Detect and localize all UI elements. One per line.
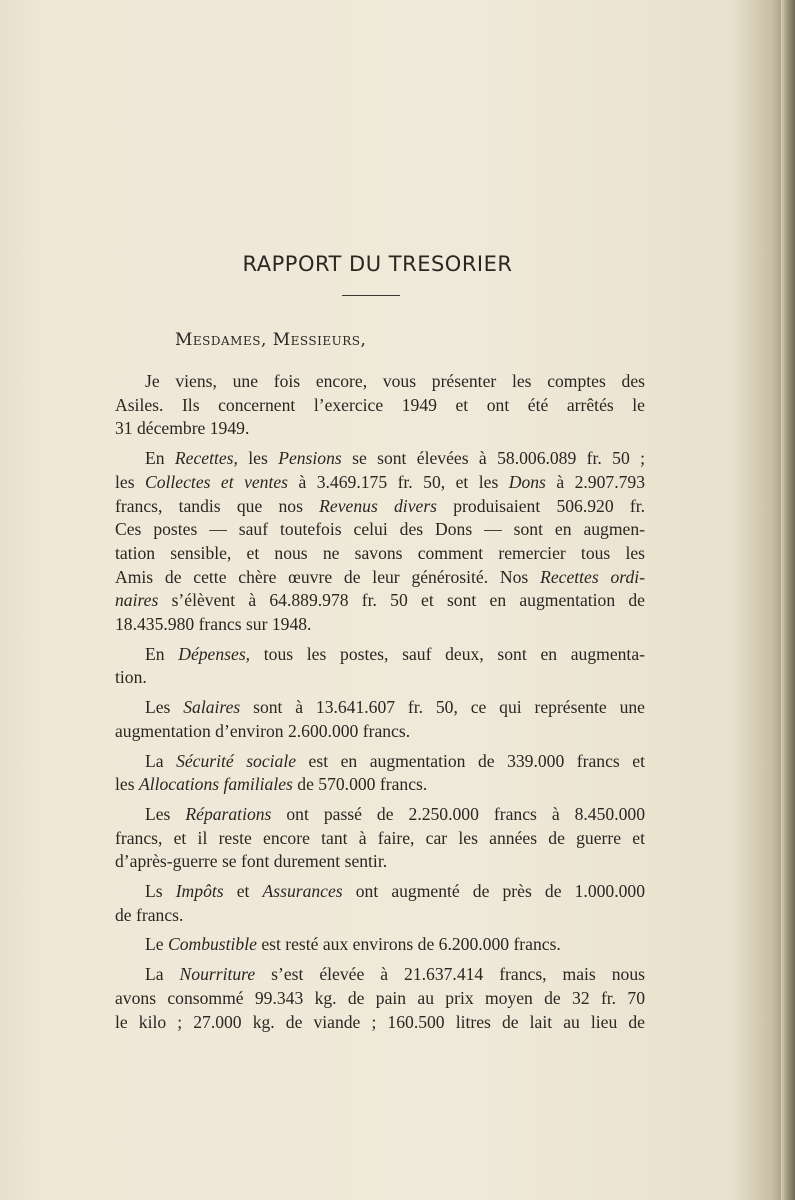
text-line: francs, et il reste encore tant à faire, car les années de guerre et: [115, 827, 645, 848]
text-line: naires s’élèvent à 64.889.978 fr. 50 et sont en augmentation de: [115, 590, 645, 611]
paragraph: [115, 933, 645, 957]
text-line: Le Combustible est resté aux environs de 6.200.000 francs.: [145, 934, 561, 955]
paragraph: [115, 750, 645, 797]
text-line: Les Salaires sont à 13.641.607 fr. 50, ce qui représente une: [145, 697, 645, 718]
page-binding-edge: [781, 0, 795, 1200]
text-line: d’après-guerre se font durement sentir.: [115, 851, 388, 872]
text-line: En Recettes, les Pensions se sont élevées à 58.006.089 fr. 50 ;: [145, 448, 645, 469]
text-line: les Collectes et ventes à 3.469.175 fr. 50, et les Dons à 2.907.793: [115, 471, 645, 492]
text-line: tation sensible, et nous ne savons comment remercier tous les: [115, 542, 645, 563]
title-divider: [342, 295, 400, 296]
paragraph: [115, 803, 645, 874]
text-line: Ls Impôts et Assurances ont augmenté de près de 1.000.000: [145, 881, 645, 902]
text-line: La Nourriture s’est élevée à 21.637.414 francs, mais nous: [145, 964, 645, 985]
text-line: Les Réparations ont passé de 2.250.000 francs à 8.450.000: [145, 803, 645, 824]
salutation: Mesdames, Messieurs,: [175, 330, 367, 350]
paragraph: [115, 643, 645, 690]
paragraph: [115, 696, 645, 743]
paragraph: [115, 370, 645, 441]
paragraph: [115, 963, 645, 1034]
text-line: Je viens, une fois encore, vous présenter les comptes des: [145, 371, 645, 391]
text-line: avons consommé 99.343 kg. de pain au prix moyen de 32 fr. 70: [115, 987, 645, 1008]
text-line: La Sécurité sociale est en augmentation de 339.000 francs et: [145, 750, 645, 771]
report-body: [115, 370, 645, 1040]
text-line: augmentation d’environ 2.600.000 francs.: [115, 720, 411, 741]
text-line: Amis de cette chère œuvre de leur générosité. Nos Recettes ordi-: [115, 566, 646, 587]
text-line: En Dépenses, tous les postes, sauf deux, sont en augmenta-: [145, 643, 645, 664]
text-line: de francs.: [115, 904, 184, 925]
text-line: 18.435.980 francs sur 1948.: [115, 614, 312, 635]
paragraph: [115, 880, 645, 927]
page-title: RAPPORT DU TRESORIER: [242, 252, 513, 276]
paragraph: [115, 447, 645, 637]
text-line: francs, tandis que nos Revenus divers produisaient 506.920 fr.: [115, 495, 645, 516]
text-line: Ces postes — sauf toutefois celui des Dons — sont en augmen-: [115, 519, 645, 540]
text-line: le kilo ; 27.000 kg. de viande ; 160.500 litres de lait au lieu de: [115, 1011, 645, 1032]
text-line: tion.: [115, 667, 147, 688]
text-line: les Allocations familiales de 570.000 francs.: [115, 774, 428, 795]
text-line: 31 décembre 1949.: [115, 418, 250, 439]
text-line: Asiles. Ils concernent l’exercice 1949 et ont été arrêtés le: [115, 394, 645, 415]
